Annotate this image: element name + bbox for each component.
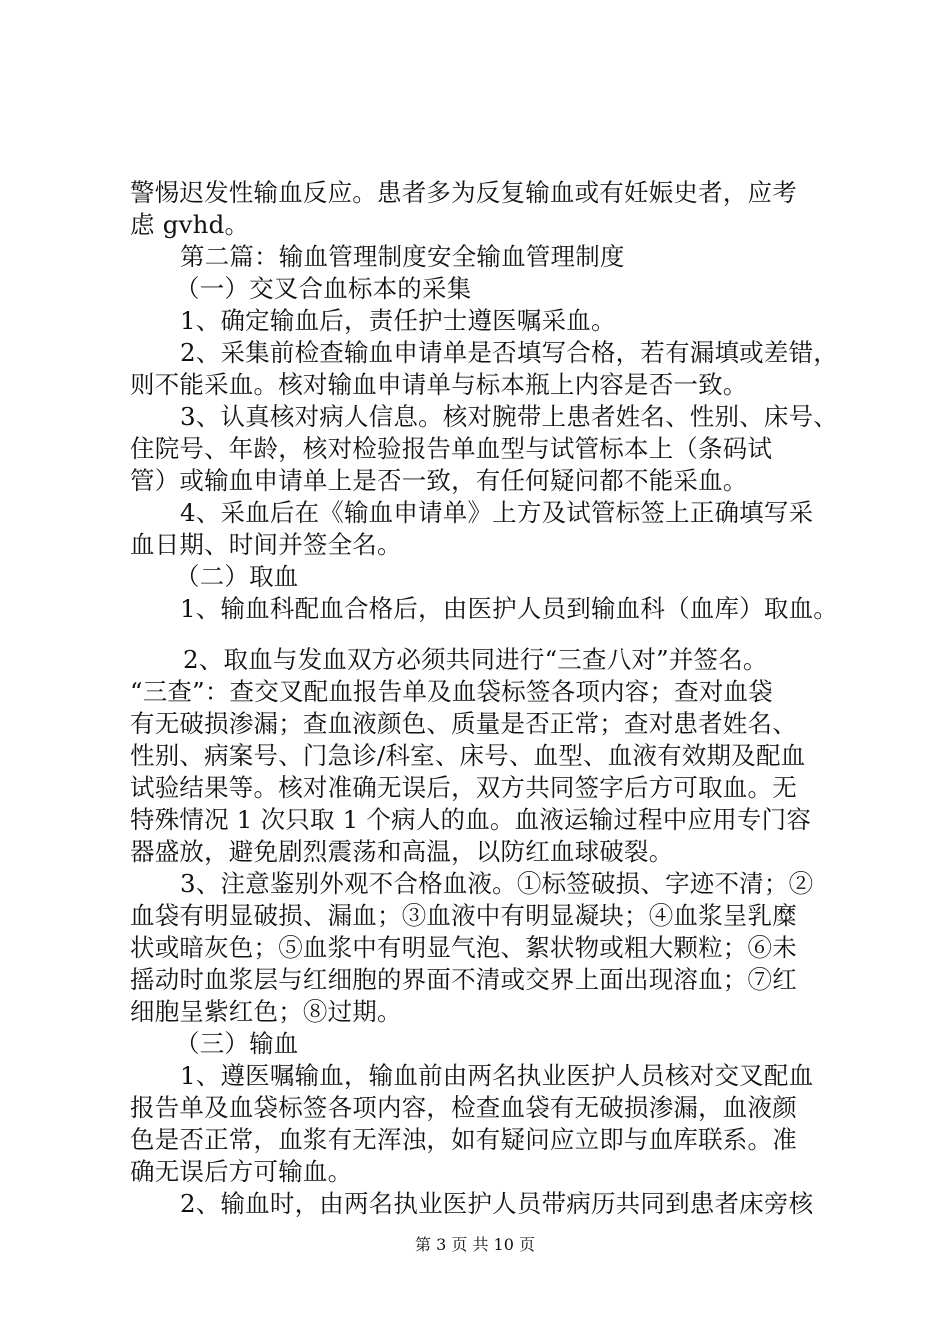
- section-heading: 第二篇：输血管理制度安全输血管理制度: [180, 242, 625, 271]
- text-line: 1、输血科配血合格后，由医护人员到输血科（血库）取血。: [180, 594, 838, 623]
- text-line: 4、采血后在《输血申请单》上方及试管标签上正确填写采: [180, 498, 814, 527]
- text-line: 3、注意鉴别外观不合格血液。①标签破损、字迹不清；②: [180, 869, 814, 898]
- text-line: 1、遵医嘱输血，输血前由两名执业医护人员核对交叉配血: [180, 1061, 814, 1090]
- text-line: 有无破损渗漏；查血液颜色、质量是否正常；查对患者姓名、: [130, 709, 797, 738]
- text-line: 住院号、年龄，核对检验报告单血型与试管标本上（条码试: [130, 434, 773, 463]
- text-line: 试验结果等。核对准确无误后，双方共同签字后方可取血。无: [130, 773, 797, 802]
- text-line: 摇动时血浆层与红细胞的界面不清或交界上面出现溶血；⑦红: [130, 965, 797, 994]
- subsection-heading: （三）输血: [175, 1029, 299, 1058]
- text-line: 管）或输血申请单上是否一致，有任何疑问都不能采血。: [130, 466, 748, 495]
- text-line: 器盛放，避免剧烈震荡和高温，以防红血球破裂。: [130, 837, 674, 866]
- text-line: 确无误后方可输血。: [130, 1157, 353, 1186]
- text-line: 1、确定输血后，责任护士遵医嘱采血。: [180, 306, 616, 335]
- page-footer: 第 3 页 共 10 页: [415, 1235, 535, 1254]
- text-line: 2、输血时，由两名执业医护人员带病历共同到患者床旁核: [180, 1189, 814, 1218]
- text-line: 2、采集前检查输血申请单是否填写合格，若有漏填或差错，: [180, 338, 838, 367]
- text-line: 警惕迟发性输血反应。患者多为反复输血或有妊娠史者，应考: [130, 178, 797, 207]
- text-line: 细胞呈紫红色；⑧过期。: [130, 997, 402, 1026]
- subsection-heading: （一）交叉合血标本的采集: [175, 274, 472, 303]
- text-line: 色是否正常，血浆有无浑浊，如有疑问应立即与血库联系。准: [130, 1125, 797, 1154]
- text-line: 2、取血与发血双方必须共同进行“三查八对”并签名。: [183, 645, 768, 674]
- subsection-heading: （二）取血: [175, 562, 299, 591]
- text-line: 报告单及血袋标签各项内容，检查血袋有无破损渗漏，血液颜: [130, 1093, 797, 1122]
- text-line: 特殊情况 1 次只取 1 个病人的血。血液运输过程中应用专门容: [130, 805, 812, 834]
- text-line: 血日期、时间并签全名。: [130, 530, 402, 559]
- text-line: 则不能采血。核对输血申请单与标本瓶上内容是否一致。: [130, 370, 748, 399]
- text-line: “三查”：查交叉配血报告单及血袋标签各项内容；查对血袋: [130, 677, 773, 706]
- text-line: 虑 gvhd。: [130, 210, 250, 239]
- text-line: 性别、病案号、门急诊/科室、床号、血型、血液有效期及配血: [130, 741, 806, 770]
- text-line: 3、认真核对病人信息。核对腕带上患者姓名、性别、床号、: [180, 402, 838, 431]
- text-line: 状或暗灰色；⑤血浆中有明显气泡、絮状物或粗大颗粒；⑥未: [130, 933, 797, 962]
- text-line: 血袋有明显破损、漏血；③血液中有明显凝块；④血浆呈乳糜: [130, 901, 797, 930]
